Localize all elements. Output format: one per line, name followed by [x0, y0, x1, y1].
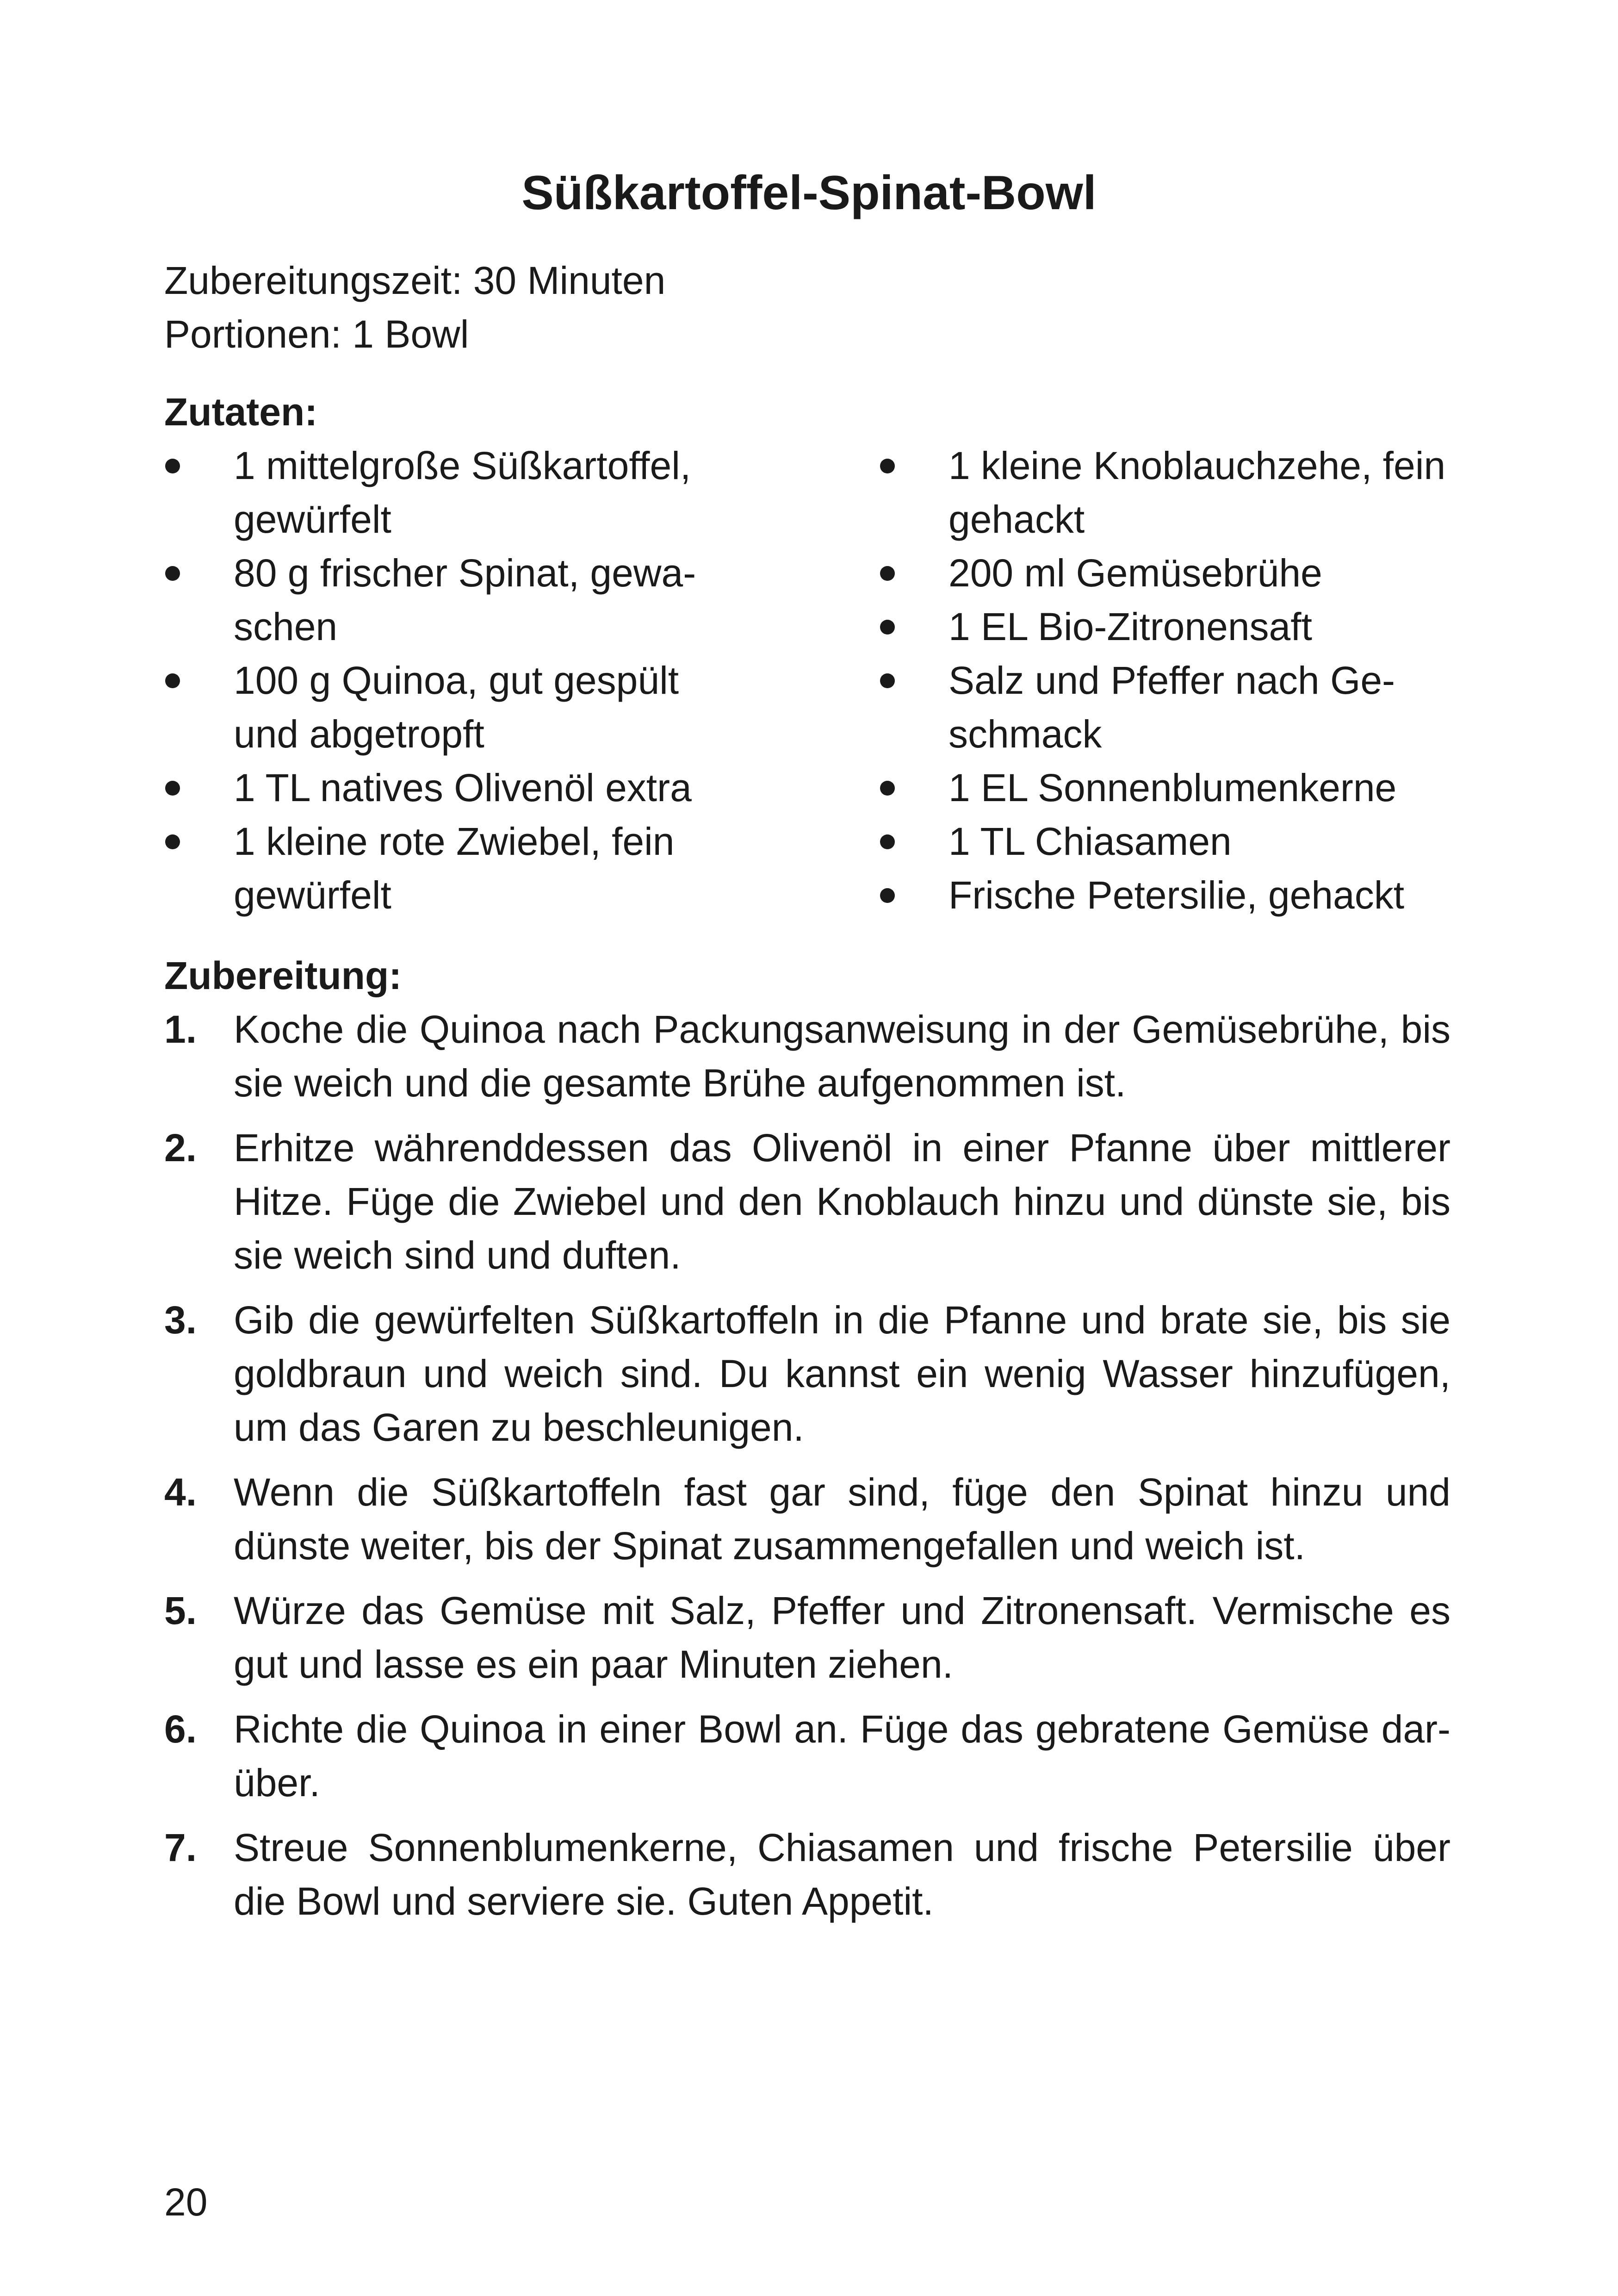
step-text: Erhitze währenddessen das Olivenöl in einer Pfanne über mittlerer Hitze. Füge die Zwiebel und den Knoblauch hinzu und dünste sie, bis sie weich sind und duften. [234, 1126, 1451, 1277]
step-item [164, 1002, 1451, 1110]
ingredient-line: 1 EL Bio-Zitronensaft [948, 605, 1312, 648]
ingredient-line: 1 kleine Knoblauchzehe, fein [948, 444, 1446, 487]
step-text: Koche die Quinoa nach Packungsanweisung in der Gemüsebrühe, bis sie weich und die gesamte Brühe aufgenommen ist. [234, 1008, 1451, 1105]
step-text: Gib die gewürfelten Süßkartoffeln in die Pfanne und brate sie, bis sie goldbraun und weich sind. Du kannst ein wenig Wasser hinzufügen, um das Garen zu beschleunigen. [234, 1298, 1451, 1449]
ingredients-list-left [164, 439, 766, 922]
ingredient-line: Frische Petersilie, gehackt [948, 873, 1405, 917]
bullet-icon [880, 673, 895, 688]
recipe-meta [164, 254, 665, 361]
portions: Portionen: 1 Bowl [164, 312, 469, 356]
bullet-icon [880, 834, 895, 849]
list-item [164, 815, 766, 922]
ingredient-line: 200 ml Gemüsebrühe [948, 551, 1322, 595]
step-text: Richte die Quinoa in einer Bowl an. Füge das gebratene Gemüse dar-über. [234, 1707, 1451, 1804]
page-number: 20 [164, 2180, 208, 2224]
step-item [164, 1465, 1451, 1573]
bullet-icon [165, 834, 180, 849]
preparation-steps [164, 1002, 1451, 1939]
step-item [164, 1121, 1451, 1282]
step-text: Würze das Gemüse mit Salz, Pfeffer und Zitronensaft. Vermische es gut und lasse es ein paar Minuten ziehen. [234, 1589, 1451, 1686]
step-item [164, 1293, 1451, 1454]
list-item [879, 546, 1481, 600]
ingredient-line: und abgetropft [234, 712, 484, 756]
prep-time: Zubereitungszeit: 30 Minuten [164, 259, 666, 302]
step-number: 7. [164, 1826, 197, 1869]
step-item [164, 1821, 1451, 1928]
ingredient-line: schen [234, 605, 338, 648]
list-item [164, 653, 766, 761]
ingredients-list-right [879, 439, 1481, 922]
step-item [164, 1702, 1451, 1810]
ingredient-line: 1 TL natives Olivenöl extra [234, 766, 692, 809]
bullet-icon [880, 566, 895, 581]
ingredient-line: schmack [948, 712, 1102, 756]
bullet-icon [880, 459, 895, 473]
step-number: 1. [164, 1008, 197, 1051]
step-number: 2. [164, 1126, 197, 1170]
bullet-icon [165, 566, 180, 581]
bullet-icon [880, 620, 895, 635]
step-number: 3. [164, 1298, 197, 1342]
ingredient-line: 1 EL Sonnenblumenkerne [948, 766, 1397, 809]
ingredient-line: 100 g Quinoa, gut gespült [234, 659, 679, 702]
list-item [879, 815, 1481, 868]
step-number: 4. [164, 1470, 197, 1514]
ingredient-line: gewürfelt [234, 873, 391, 917]
ingredient-line: 80 g frischer Spinat, gewa- [234, 551, 696, 595]
recipe-title: Süßkartoffel-Spinat-Bowl [521, 166, 1097, 220]
bullet-icon [165, 781, 180, 796]
ingredient-line: 1 mittelgroße Süßkartoffel, [234, 444, 691, 487]
bullet-icon [165, 459, 180, 473]
ingredient-line: 1 kleine rote Zwiebel, fein [234, 820, 675, 863]
step-item [164, 1584, 1451, 1691]
bullet-icon [880, 781, 895, 796]
step-text: Streue Sonnenblumenkerne, Chiasamen und frische Petersilie über die Bowl und serviere sie. Guten Appetit. [234, 1826, 1451, 1923]
preparation-heading: Zubereitung: [164, 954, 402, 997]
bullet-icon [165, 673, 180, 688]
step-text: Wenn die Süßkartoffeln fast gar sind, füge den Spinat hinzu und dünste weiter, bis der Spinat zusammengefallen und weich ist. [234, 1470, 1451, 1568]
ingredient-line: Salz und Pfeffer nach Ge- [948, 659, 1395, 702]
list-item [879, 439, 1481, 546]
list-item [879, 600, 1481, 653]
ingredient-line: gewürfelt [234, 498, 391, 541]
list-item [879, 761, 1481, 815]
bullet-icon [880, 888, 895, 903]
list-item [879, 653, 1481, 761]
step-number: 5. [164, 1589, 197, 1632]
list-item [164, 439, 766, 546]
list-item [164, 546, 766, 653]
ingredient-line: 1 TL Chiasamen [948, 820, 1232, 863]
ingredient-line: gehackt [948, 498, 1085, 541]
list-item [879, 868, 1481, 922]
step-number: 6. [164, 1707, 197, 1751]
list-item [164, 761, 766, 815]
ingredients-heading: Zutaten: [164, 390, 318, 434]
